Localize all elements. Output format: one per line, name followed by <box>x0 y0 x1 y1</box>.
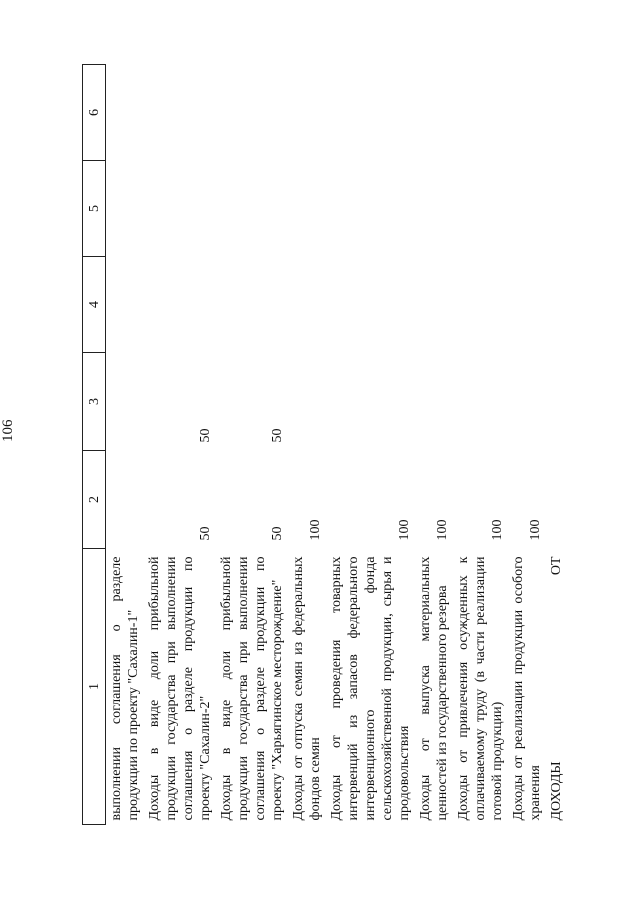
row-value-col2: 50 <box>270 526 285 541</box>
row-name: выполнении соглашения о разделе продукции по проекту "Сахалин-1" <box>109 556 141 821</box>
row-name: Доходы от проведения товарных интервенций из запасов федерального интервенционного фонда сельскохозяйственной продукции, сырья и продовольствия <box>329 556 412 821</box>
row-name: Доходы в виде доли прибыльной продукции государства при выполнении соглашения о разделе продукции по проекту "Сахалин-2" <box>147 556 213 821</box>
table-row <box>546 65 567 825</box>
row-name: Доходы от привлечения осужденных к оплачиваемому труду (в части реализации готовой продукции) <box>456 556 505 821</box>
row-value-col3 <box>453 353 508 451</box>
column-header-4: 4 <box>83 257 106 353</box>
column-header-6: 6 <box>83 65 106 161</box>
table-row <box>508 65 546 825</box>
row-value-col3 <box>288 353 326 451</box>
column-header-5: 5 <box>83 161 106 257</box>
table-row <box>326 65 415 825</box>
column-header-3: 3 <box>83 353 106 451</box>
row-value-col3 <box>326 353 415 451</box>
row-value-col3 <box>508 353 546 451</box>
rotated-table-container <box>82 65 562 825</box>
row-name: ДОХОДЫ ОТ <box>549 556 564 821</box>
row-value-col2: 100 <box>435 519 450 541</box>
row-value-col3: 50 <box>270 428 285 443</box>
column-header-2: 2 <box>83 451 106 549</box>
row-value-col2: 50 <box>198 526 213 541</box>
row-value-col3 <box>546 353 567 451</box>
revenue-table <box>82 64 567 825</box>
row-name: Доходы от реализации продукции особого хранения <box>511 556 543 821</box>
header-row <box>83 65 106 825</box>
row-value-col2 <box>546 451 567 549</box>
page-number: 106 <box>0 419 16 442</box>
column-header-1: 1 <box>83 549 106 825</box>
table-row <box>453 65 508 825</box>
table-row <box>415 65 453 825</box>
row-name: Доходы в виде доли прибыльной продукции государства при выполнении соглашения о разделе продукции по проекту "Харьягинское месторождение" <box>219 556 285 821</box>
row-value-col2: 100 <box>397 519 412 541</box>
row-value-col2: 100 <box>490 519 505 541</box>
row-value-col2: 100 <box>308 519 323 541</box>
row-name: Доходы от выпуска материальных ценностей из государственного резерва <box>418 556 450 821</box>
row-value-col2 <box>106 451 145 549</box>
table-row <box>144 65 216 825</box>
row-value-col3 <box>415 353 453 451</box>
table-row <box>106 65 145 825</box>
row-value-col3: 50 <box>198 428 213 443</box>
row-value-col3 <box>106 353 145 451</box>
row-name: Доходы от отпуска семян из федеральных фондов семян <box>291 556 323 821</box>
table-row <box>288 65 326 825</box>
table-row <box>216 65 288 825</box>
row-value-col2: 100 <box>528 519 543 541</box>
